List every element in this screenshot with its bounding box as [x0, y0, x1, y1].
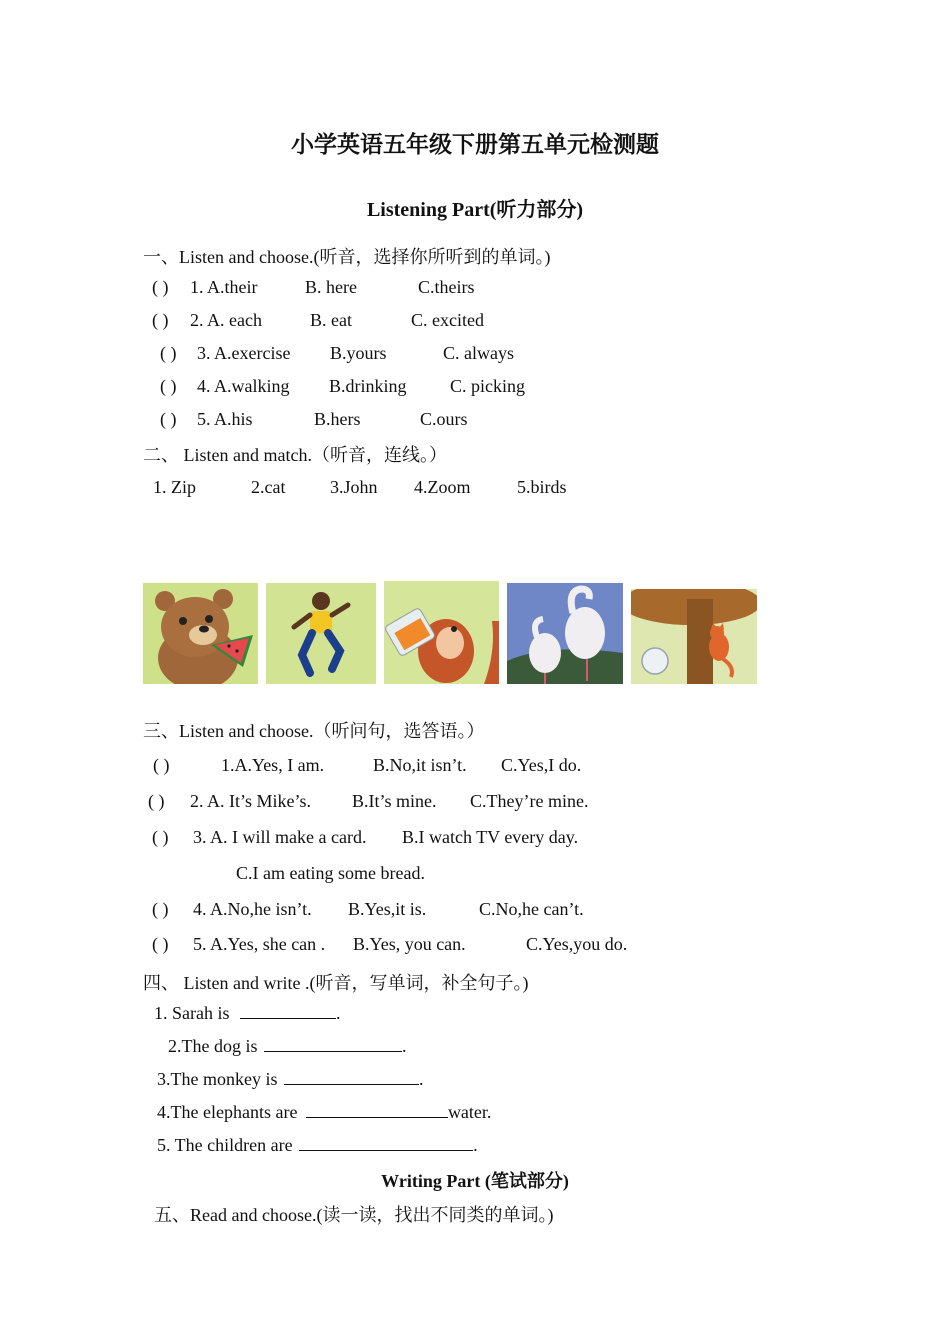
match-word[interactable]: 5.birds	[517, 477, 567, 497]
answer-paren[interactable]: ( )	[148, 791, 165, 811]
sentence-start: 2.The dog is	[168, 1036, 258, 1056]
answer-blank[interactable]	[284, 1070, 419, 1085]
section-4-heading: 四、 Listen and write .(听音，写单词，补全句子。)	[143, 973, 529, 993]
option-c: C.They’re mine.	[470, 791, 589, 811]
sentence-end: .	[418, 1069, 424, 1089]
fill-sentence	[168, 1036, 407, 1057]
option-c: C.ours	[420, 409, 468, 429]
option-c: C.Yes,you do.	[526, 934, 628, 954]
sentence-start: 5. The children are	[157, 1135, 293, 1155]
option-a: 1. A.their	[190, 277, 258, 297]
option-b: B.Yes, you can.	[353, 934, 466, 954]
option-a: 5. A.his	[197, 409, 253, 429]
birds-icon[interactable]	[507, 583, 623, 684]
writing-part-title: Writing Part (笔试部分)	[381, 1171, 569, 1191]
section-1-heading: 一、Listen and choose.(听音，选择你所听到的单词。)	[143, 247, 551, 267]
answer-paren[interactable]: ( )	[152, 310, 169, 330]
page-title: 小学英语五年级下册第五单元检测题	[291, 132, 659, 158]
option-b: B.yours	[330, 343, 387, 363]
answer-paren[interactable]: ( )	[160, 409, 177, 429]
sentence-end: .	[473, 1135, 478, 1155]
section-5-heading: 五、Read and choose.(读一读，找出不同类的单词。)	[154, 1205, 554, 1225]
option-a: 3. A. I will make a card.	[193, 827, 367, 847]
answer-paren[interactable]: ( )	[152, 934, 169, 954]
answer-paren[interactable]: ( )	[153, 755, 170, 775]
answer-blank[interactable]	[299, 1136, 473, 1151]
section-2-heading: 二、 Listen and match.（听音，连线。）	[143, 445, 447, 465]
option-b: B. eat	[310, 310, 352, 330]
option-a: 4. A.walking	[197, 376, 290, 396]
option-c: C.I am eating some bread.	[236, 863, 425, 883]
cat-climbing-tree-icon[interactable]	[631, 589, 757, 684]
option-b: B. here	[305, 277, 357, 297]
option-a: 5. A.Yes, she can .	[193, 934, 326, 954]
match-word[interactable]: 4.Zoom	[414, 477, 471, 497]
fill-sentence	[157, 1069, 423, 1090]
option-a: 2. A. It’s Mike’s.	[190, 791, 312, 811]
option-b: B.hers	[314, 409, 361, 429]
match-word[interactable]: 3.John	[330, 477, 378, 497]
listening-part-title: Listening Part(听力部分)	[366, 199, 584, 221]
sentence-end: .	[402, 1036, 407, 1056]
answer-paren[interactable]: ( )	[160, 376, 177, 396]
answer-paren[interactable]: ( )	[152, 827, 169, 847]
answer-paren[interactable]: ( )	[152, 899, 169, 919]
match-word[interactable]: 2.cat	[251, 477, 286, 497]
fill-sentence	[154, 1003, 341, 1024]
monkey-drinking-icon[interactable]	[384, 581, 499, 684]
answer-blank[interactable]	[264, 1037, 402, 1052]
option-c: C. picking	[450, 376, 525, 396]
answer-blank[interactable]	[240, 1004, 336, 1019]
sentence-start: 4.The elephants are	[157, 1102, 298, 1122]
boy-jumping-icon[interactable]	[266, 583, 376, 684]
option-a: 2. A. each	[190, 310, 262, 330]
option-a: 4. A.No,he isn’t.	[193, 899, 312, 919]
sentence-end: .	[336, 1003, 341, 1023]
sentence-start: 1. Sarah is	[154, 1003, 230, 1023]
sentence-end: water.	[447, 1102, 492, 1122]
answer-paren[interactable]: ( )	[160, 343, 177, 363]
option-c: C. always	[443, 343, 514, 363]
option-a: 3. A.exercise	[197, 343, 291, 363]
option-c: C.Yes,I do.	[501, 755, 582, 775]
option-a: 1.A.Yes, I am.	[221, 755, 325, 775]
section-3-heading: 三、Listen and choose.（听问句，选答语。）	[143, 721, 485, 741]
bear-eating-watermelon-icon[interactable]	[143, 583, 258, 684]
option-b: B.No,it isn’t.	[373, 755, 467, 775]
fill-sentence	[157, 1135, 478, 1156]
answer-blank[interactable]	[306, 1103, 448, 1118]
fill-sentence	[157, 1102, 491, 1123]
answer-paren[interactable]: ( )	[152, 277, 169, 297]
match-word[interactable]: 1. Zip	[153, 477, 196, 497]
option-b: B.I watch TV every day.	[402, 827, 579, 847]
option-b: B.It’s mine.	[352, 791, 437, 811]
option-c: C. excited	[411, 310, 484, 330]
option-c: C.No,he can’t.	[479, 899, 584, 919]
sentence-start: 3.The monkey is	[157, 1069, 278, 1089]
option-b: B.drinking	[329, 376, 407, 396]
option-b: B.Yes,it is.	[348, 899, 427, 919]
option-c: C.theirs	[418, 277, 475, 297]
